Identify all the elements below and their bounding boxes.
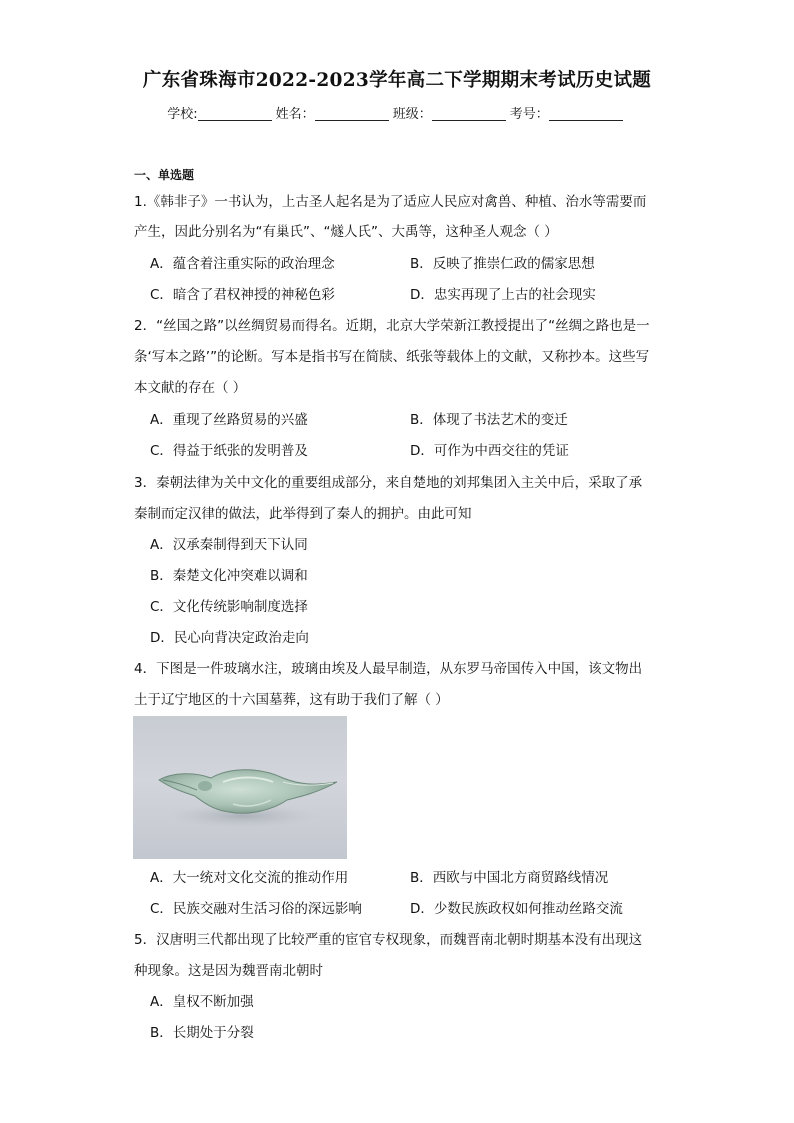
question-4-option-b: B．西欧与中国北方商贸路线情况 <box>410 870 609 886</box>
question-3-option-c: C．文化传统影响制度选择 <box>150 599 308 615</box>
question-5-option-a: A．皇权不断加强 <box>150 994 254 1010</box>
class-label: 班级： <box>392 107 432 122</box>
question-1-option-a: A．蕴含着注重实际的政治理念 <box>150 256 335 272</box>
school-label: 学校: <box>167 107 198 122</box>
question-1-option-b: B．反映了推崇仁政的儒家思想 <box>410 256 595 272</box>
question-1-option-d: D．忠实再现了上古的社会现实 <box>410 287 596 303</box>
student-info-row <box>0 103 794 122</box>
question-1-line-2: 产生，因此分别名为“有巢氏”、“燧人氏”、大禹等，这种圣人观念（ ） <box>134 224 558 240</box>
question-4-option-c: C．民族交融对生活习俗的深远影响 <box>150 901 362 917</box>
class-blank[interactable] <box>432 106 506 121</box>
exam-title: 广东省珠海市2022-2023学年高二下学期期末考试历史试题 <box>142 70 652 91</box>
question-3-line-1: 3．秦朝法律为关中文化的重要组成部分，来自楚地的刘邦集团入主关中后，采取了承 <box>134 475 643 491</box>
question-5-option-b: B．长期处于分裂 <box>150 1025 254 1041</box>
question-2-line-3: 本文献的存在（ ） <box>134 380 247 396</box>
question-3-option-d: D．民心向背决定政治走向 <box>150 630 309 646</box>
question-1-option-c: C．暗含了君权神授的神秘色彩 <box>150 287 335 303</box>
question-2-option-d: D．可作为中西交往的凭证 <box>410 443 569 459</box>
question-3-option-b: B．秦楚文化冲突难以调和 <box>150 568 308 584</box>
school-blank[interactable] <box>198 106 272 121</box>
question-3-option-a: A．汉承秦制得到天下认同 <box>150 537 308 553</box>
question-4-line-2: 土于辽宁地区的十六国墓葬，这有助于我们了解（ ） <box>134 692 449 708</box>
question-5-line-1: 5．汉唐明三代都出现了比较严重的宦官专权现象，而魏晋南北朝时期基本没有出现这 <box>134 932 643 948</box>
exam-no-blank[interactable] <box>549 106 623 121</box>
question-2-option-b: B．体现了书法艺术的变迁 <box>410 412 568 428</box>
question-4-line-1: 4．下图是一件玻璃水注，玻璃由埃及人最早制造，从东罗马帝国传入中国，该文物出 <box>134 661 643 677</box>
question-4-option-d: D．少数民族政权如何推动丝路交流 <box>410 901 623 917</box>
question-3-line-2: 秦制而定汉律的做法，此举得到了秦人的拥护。由此可知 <box>134 506 472 522</box>
question-2-line-2: 条‘写本之路’”的论断。写本是指书写在简牍、纸张等载体上的文献，又称抄本。这些写 <box>134 349 650 365</box>
question-5-line-2: 种现象。这是因为魏晋南北朝时 <box>134 963 323 979</box>
exam-no-label: 考号： <box>509 107 549 122</box>
name-label: 姓名： <box>275 107 315 122</box>
question-2-option-a: A．重现了丝路贸易的兴盛 <box>150 412 308 428</box>
glass-water-vessel-photo <box>133 716 347 859</box>
question-1-line-1: 1.《韩非子》一书认为，上古圣人起名是为了适应人民应对禽兽、种植、治水等需要而 <box>134 194 647 210</box>
section-title: 一、单选题 <box>134 168 195 182</box>
question-2-line-1: 2．“丝国之路”以丝绸贸易而得名。近期，北京大学荣新江教授提出了“丝绸之路也是一 <box>134 318 650 334</box>
question-2-option-c: C．得益于纸张的发明普及 <box>150 443 308 459</box>
question-4-option-a: A．大一统对文化交流的推动作用 <box>150 870 349 886</box>
name-blank[interactable] <box>315 106 389 121</box>
